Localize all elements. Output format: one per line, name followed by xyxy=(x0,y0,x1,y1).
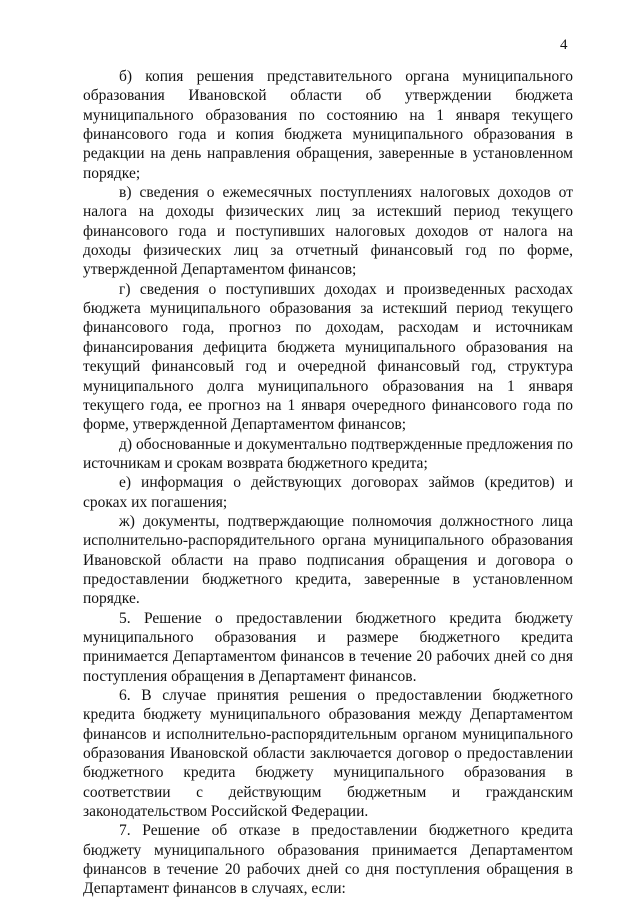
paragraph-item-v: в) сведения о ежемесячных поступлениях налоговых доходов от налога на доходы физических лиц за истекший период текущего финансового года и поступивших налоговых доходов от налога на доходы физических лиц за отчетный финансовый год по форме, утвержденной Департаментом финансов; xyxy=(83,184,573,279)
paragraph-item-e: е) информация о действующих договорах займов (кредитов) и сроках их погашения; xyxy=(83,474,573,511)
paragraph-item-b: б) копия решения представительного органа муниципального образования Ивановской области об утверждении бюджета муниципального образования по состоянию на 1 января текущего финансового года и копия бюджета муниципального образования в редакции на день направления обращения, заверенные в установленном порядке; xyxy=(83,68,573,182)
paragraph-item-d: д) обоснованные и документально подтвержденные предложения по источникам и срокам возврата бюджетного кредита; xyxy=(83,435,573,472)
paragraph-item-zh: ж) документы, подтверждающие полномочия должностного лица исполнительно-распорядительного органа муниципального образования Ивановской области на право подписания обращения и договора о предоставлении бюджетного кредита, заверенные в установленном порядке. xyxy=(83,512,573,608)
paragraph-section-7: 7. Решение об отказе в предоставлении бюджетного кредита бюджету муниципального образования принимается Департаментом финансов в течение 20 рабочих дней со дня поступления обращения в Департамент финансов в случаях, если: xyxy=(83,822,573,898)
paragraph-section-5: 5. Решение о предоставлении бюджетного кредита бюджету муниципального образования и размере бюджетного кредита принимается Департаментом финансов в течение 20 рабочих дней со дня поступления обращения в Департамент финансов. xyxy=(83,609,573,685)
paragraph-section-6: 6. В случае принятия решения о предоставлении бюджетного кредита бюджету муниципального образования между Департаментом финансов и исполнительно-распорядительным органом муниципального образования Ивановской области заключается договор о предоставлении бюджетного кредита бюджету муниципального образования в соответствии с действующим бюджетным и гражданским законодательством Российской Федерации. xyxy=(83,687,573,821)
document-body xyxy=(83,67,573,899)
paragraph-item-g: г) сведения о поступивших доходах и произведенных расходах бюджета муниципального образования за истекший период текущего финансового года, прогноз по доходам, расходам и источникам финансирования дефицита бюджета муниципального образования на текущий финансовый год и очередной финансовый год, структура муниципального долга муниципального образования на 1 января текущего года, ее прогноз на 1 января очередного финансового года по форме, утвержденной Департаментом финансов; xyxy=(83,280,573,434)
page-number: 4 xyxy=(560,37,568,53)
